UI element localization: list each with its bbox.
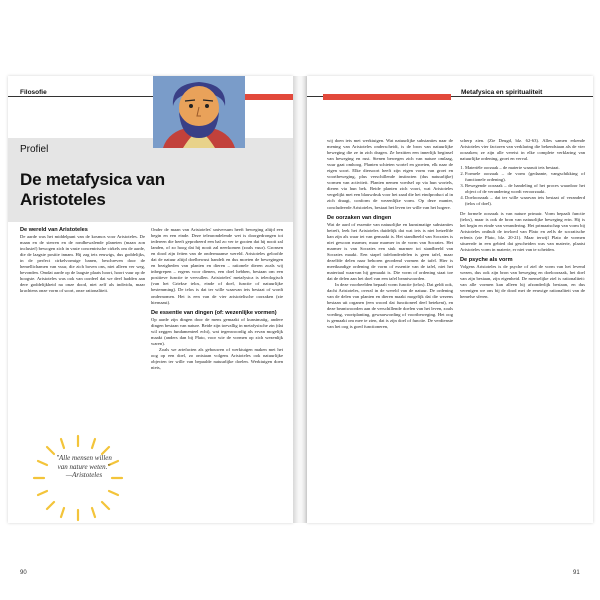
section-heading: De wereld van Aristoteles bbox=[20, 227, 88, 233]
paragraph: In deze voorbeelden bepaalt vorm functie (telos). Dat geldt ook, dacht Aristoteles, overal in de wereld van de natuur. De ordening van de delen van planten en dieren maakt mogelijk dat die wezens bestaan uit organen (een woord dat functioneel deel betekent), en deze beantwoorden aan de verschillende doelen van het leven, zoals voeding, voortplanting, gewaarwording of voortbeweging. Het oog is gemaakt om mee te zien, dat is zijn doel of functie. De verdienste van het oog is goed functioneren, bbox=[327, 282, 453, 330]
accent-bar bbox=[245, 94, 293, 100]
paragraph: Zoals we artefacten als gebouwen of werktuigen maken met het oog op een doel, zo ontstaan volgens Aristoteles ook natuurlijke objecten ter wille van bepaalde natuurlijke doelen. Werktuigen doen niets, bbox=[151, 346, 283, 370]
quote-text: "Alle mensen willen van nature weten." —Aristoteles bbox=[56, 454, 112, 479]
section-heading: De oorzaken van dingen bbox=[327, 214, 392, 221]
section-heading: De essentie van dingen (of: wezenlijke vormen) bbox=[151, 309, 277, 316]
right-column-2 bbox=[460, 138, 585, 300]
paragraph: Volgens Aristoteles is de psyche of ziel de vorm van het levend wezen, dus ook zijn bron van beweging en doeloorzaak, het doel van zijn bestaan, zijn eigenheid. De menselijke ziel is rationaliteit: van alle vormen kan alleen hij afzonderlijk bestaan, en dus verenigen we ons bij de dood met de eeuwige rationaliteit van de hemelse sferen. bbox=[460, 263, 585, 300]
page-number: 90 bbox=[20, 570, 27, 576]
page-title-continued: Aristoteles bbox=[20, 190, 106, 209]
list-item: 2. Formele oorzaak – de vorm (gedaante, vangschikking of functionele ordening). bbox=[465, 171, 585, 183]
banner-label: Profiel bbox=[20, 144, 49, 155]
list-item: 4. Doeloorzaak – dat ter wille waarvan iets bestaat of veranderd (telos of doel). bbox=[465, 195, 585, 207]
left-column-2 bbox=[151, 227, 283, 371]
right-column-1 bbox=[327, 138, 453, 330]
paragraph: wij doen iets met werktuigen. Wat natuurlijke substanties naar de mening van Aristoteles onderscheidt, is de bron van natuurlijke beweging die ze in zich dragen. Ze bezitten een innerlijk beginsel van beweging en rust. Stenen bewegen zich van nature omlaag, vuur gaat omhoog. Planten schieten wortel en groeien, elk naar de eigen soort. Elke diersoort heeft zijn eigen vorm van groei en voortbeweging, plus verschillende instincten (dus natuurlijke) vormen van activiteit. Planten nemen voedsel op via hun wortels, dieren via hun bek. Beide planten zich voort, wat Aristoteles vergelijkt met een blauwdruk voor het zaad die het eindproduct al in zich draagt, conform de wezenlijke vorm. Op deze manier, concludeerde Aristoteles, bestaat het leven ter wille van het hogere. bbox=[327, 138, 453, 210]
left-page bbox=[8, 76, 293, 576]
section-label: Filosofie bbox=[20, 89, 47, 96]
profile-banner bbox=[8, 138, 293, 222]
accent-bar bbox=[323, 94, 451, 100]
paragraph: Wat de aard of essentie van natuurlijke en kunstmatige substanties betreft, leek het Aristoteles duidelijk dat wat iets is niet hetzelfde kan zijn als waar iet van gemaakt is. Het standbeeld van Socrates is niet gewoon marmer, maar marmer in de vorm van Socrates. Het marmer is van Socrates een stuk marmer tot standbeeld van Socrates maakt. Een stapel tafelonderdelen is geen tafel, maar dezelfde delen naar behoren geordend vormen de tafel. Hier is meetkundige ordening de vorm of essentie van de tafel, niet het materiaal waarvan hij gemaakt is. Die vorm of ordening staat toe dat de delen aan het doel van een tafel beantwoorden. bbox=[327, 221, 453, 281]
list-item: 3. Bewegende oorzaak – de handeling of het proces waardoor het object of de verandering wordt veroorzaakt. bbox=[465, 183, 585, 195]
paragraph: De formele oorzaak is van nature primair. Vorm bepaalt functie (telos), maar is ook de bron van natuurlijke beweging erin. Hij is het begin en einde van verandering. Het primaatschap van vorm bij Aristoteles onthult de invloed van Plato en zelfs de socratische erfenis (zie Plato, blz. 20-21). Maar terwijl Plato de vormen situeerde in een gebied dat gescheiden was van materie, plaatst Aristoteles vorm in materie, er niet van te scheiden. bbox=[460, 210, 585, 252]
section-label: Metafysica en spiritualiteit bbox=[461, 89, 543, 96]
page-title: De metafysica van bbox=[20, 170, 165, 189]
page-number: 91 bbox=[573, 570, 580, 576]
paragraph: Op aarde zijn dingen door de mens gemaakt of kunstmatig, andere dingen bestaan van nature. Beide zijn toevallig in metafysische zin (dat wil zeggen fundamenteel echt), wat tegenwoordig als ervan mogelijk maakt (anders dan bij Plato, voor wie de vormen op zich wezenlijk waren). bbox=[151, 316, 283, 346]
right-page bbox=[307, 76, 593, 576]
paragraph: scherp zien. (Zie Deugd, blz. 62-63). Alles samen erkende Aristoteles vier factoren van verklaring die bekendstaan als de vier oorzaken; ze zijn alle vereist in elke complete verklaring van natuurlijke ordening, groei en verval. bbox=[460, 138, 585, 162]
left-column-1 bbox=[20, 227, 145, 294]
list-item: 1. Materiële oorzaak – de materie waaruit iets bestaat. bbox=[465, 165, 585, 171]
book-gutter bbox=[293, 76, 307, 523]
four-causes-list bbox=[460, 165, 585, 207]
paragraph: De aarde was het middelpunt van de kosmos voor Aristoteles. De maan en de sterren en de rondbewalende planeten (maan zon inclusief) bewogen zich in vaste concentrische cirkels om de aarde, die de laagste positie innam. Hij zag iets eeuwigs, dus goddelijks, in de perfect cirkelvormige banen, beschreven door de hemellichamen van vuur, die zich boven ons, niet alleen ver weg, bevonden. Omdat aarde op de laagste plaats hoort, hoort vuur op de hoogste. Aristoteles was ook van oordeel dat we deel hadden aan dere goddelijkheid na onze dood, niet zelf als individu, maar krachtens onze vorm of soort, onze rationaliteit. bbox=[20, 234, 145, 294]
aristotles-portrait bbox=[153, 76, 245, 148]
quote-sunburst bbox=[28, 432, 128, 524]
paragraph: Onder de maan van Aristoteles' universum heeft beweging altijd een begin en een einde. Deze telearondelende wet is doorgedrongen tot iedereen die heeft geprobeerd een bal zo ver te gooien dat hij nooit zal landen, of zo hoog dat hij nooit zal neerkomen (zoals vuur). Gronsen en dood zijn feiten van de ondermaanse wereld. Aristoteles geloofde dat de natuur altijd doelbewust handelt en dus moeten de bewegingen en bezigheden van planten en dieren – rationele dieren zoals wij inbegrepen – ergens voor dienen, een doel hebben, bestaan om een positieve functie te vervullen. Aristoteles' metafysica is teleologisch (van het Griekse telos, einde of doel, functie of natuurlijke bestemming). De telos is dat ter wille waarvan iets bestaat of wordt ondernomen. Het is een van de vier aristotelische oorzaken (zie hiernaast). bbox=[151, 227, 283, 305]
section-heading: De psyche als vorm bbox=[460, 256, 513, 263]
